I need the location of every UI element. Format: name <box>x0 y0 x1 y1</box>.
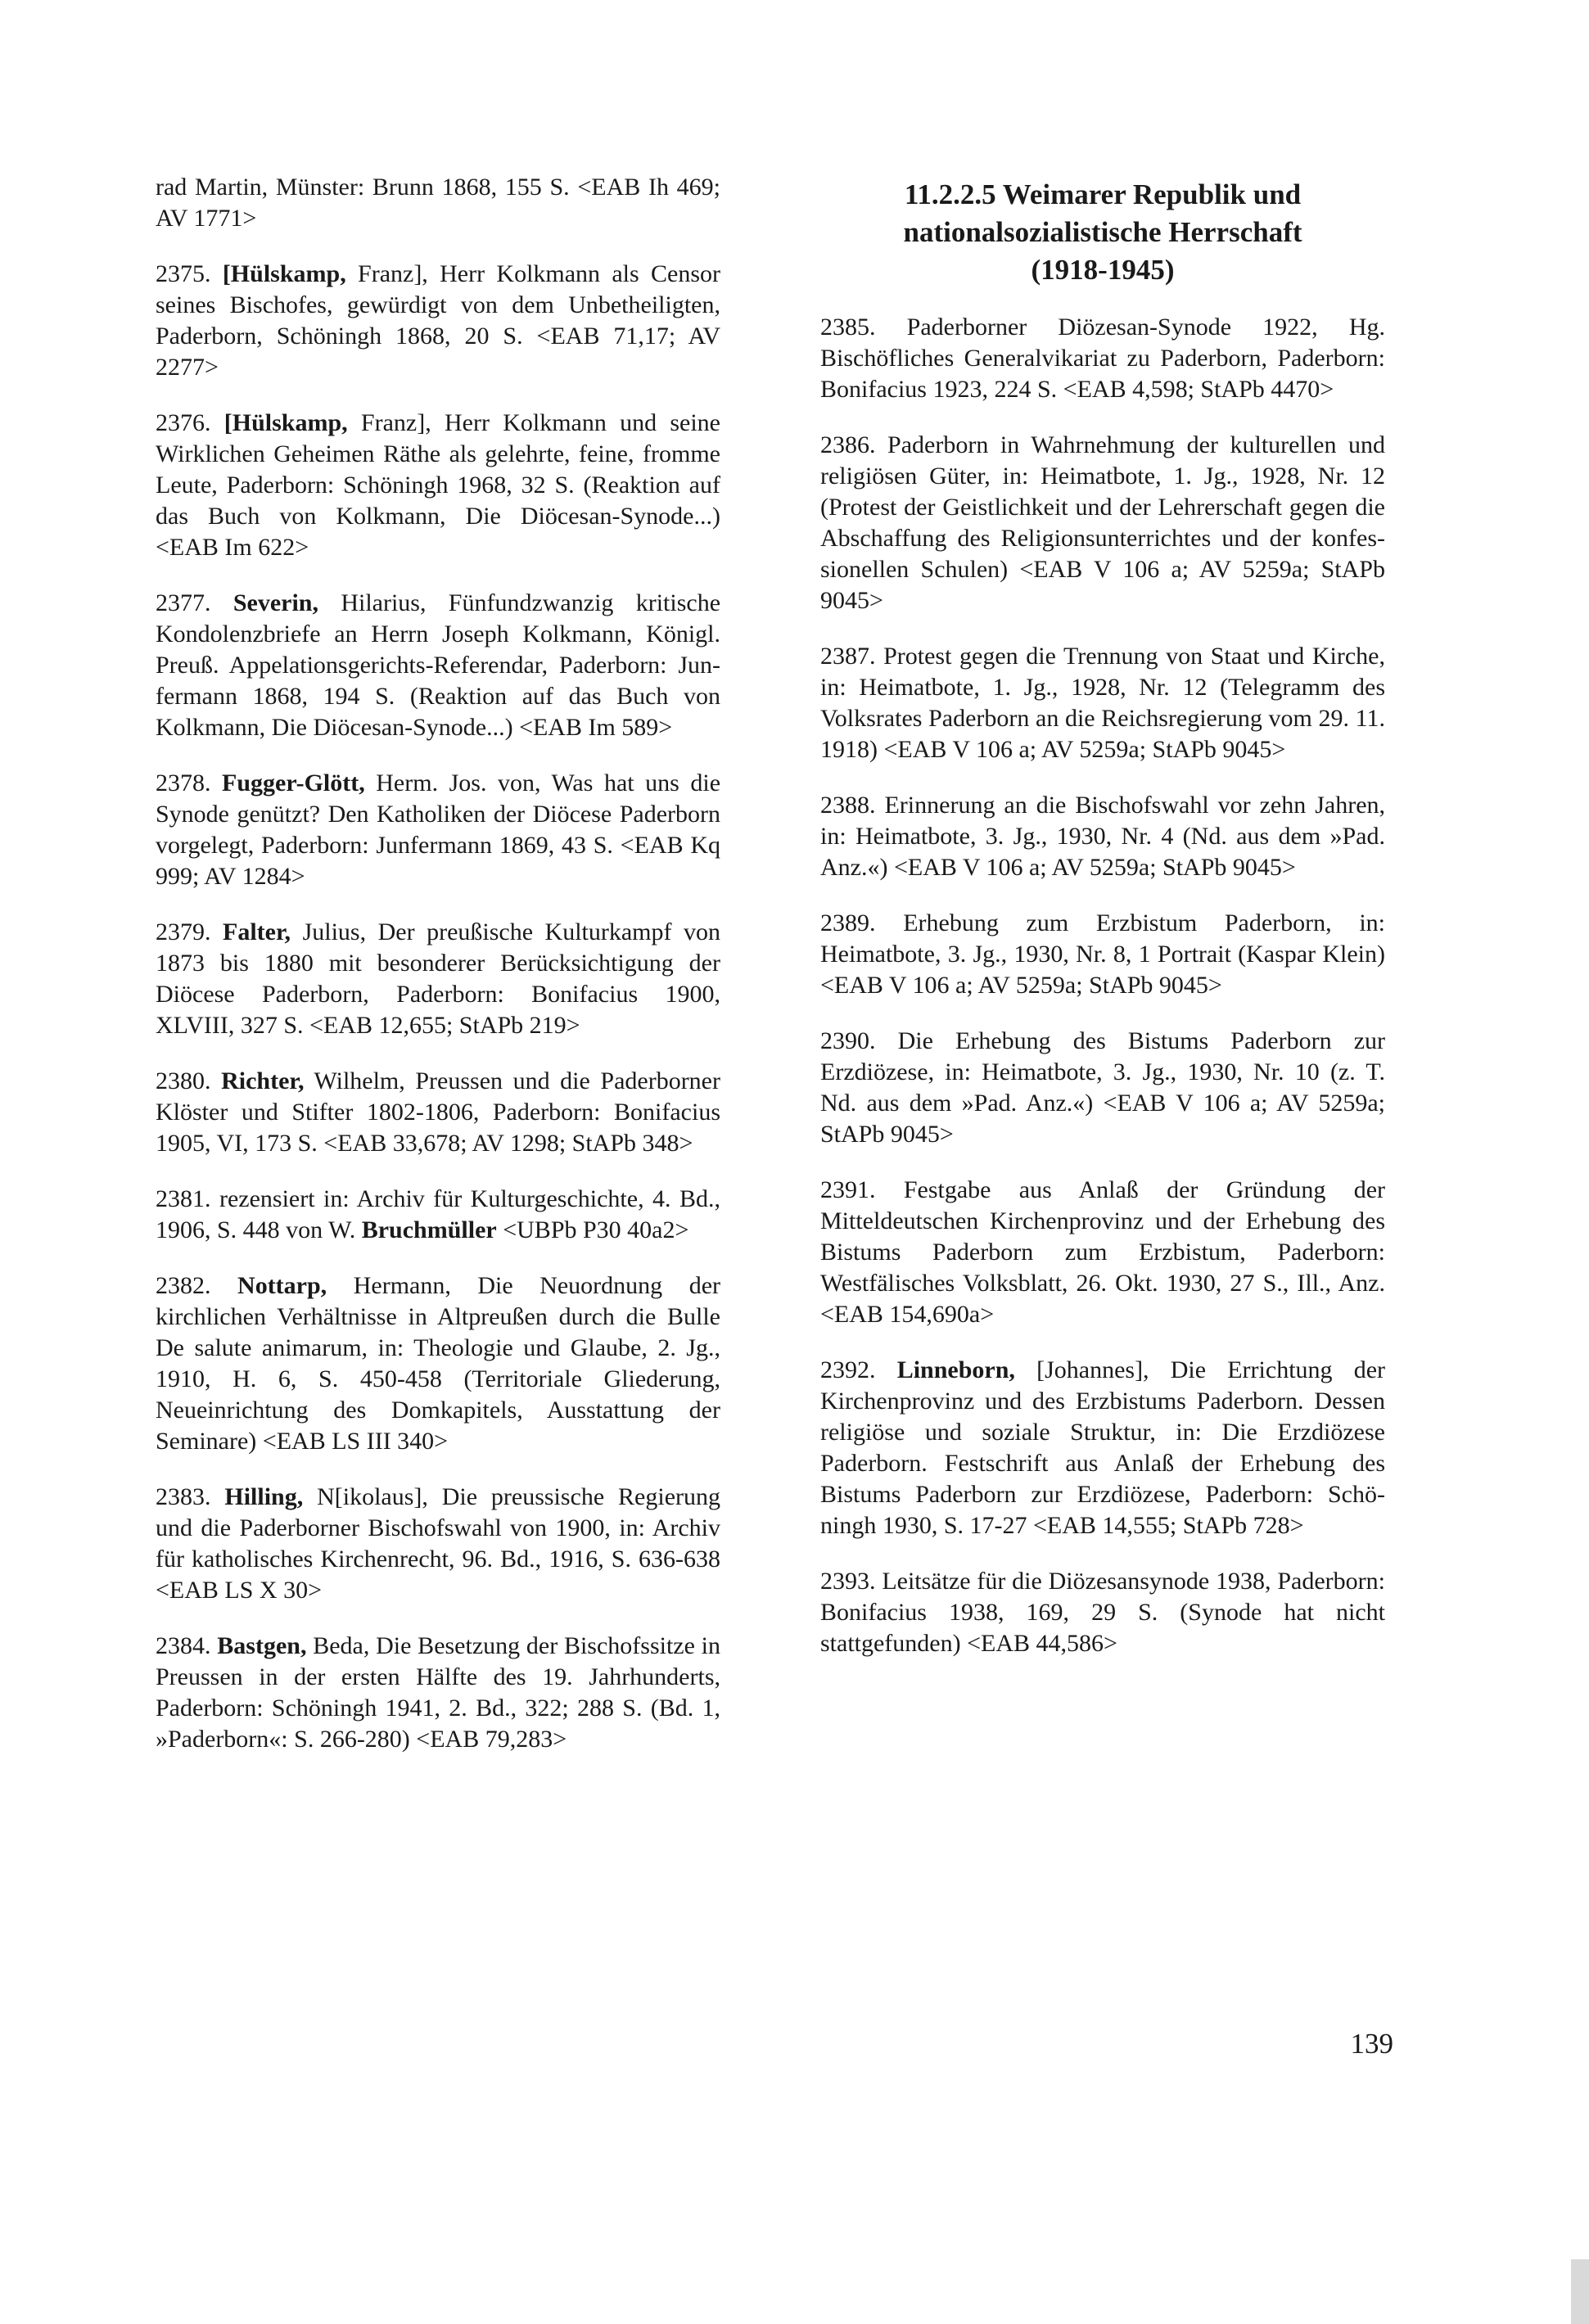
entry-number: 2387. <box>820 643 876 670</box>
entry-author: [Hülskamp, <box>223 409 348 436</box>
section-heading-line: nationalsozialistische Herrschaft <box>903 216 1302 248</box>
left-column <box>156 172 720 1780</box>
entry-text: Franz], Herr Kolkmann als Censor seines Bischofes, gewürdigt von dem Unbetheiligten, Paderborn, Schöningh 1868, 20 S. <EAB 71,17; AV 2277> <box>156 260 720 381</box>
entry-2392 <box>820 1355 1385 1541</box>
entry-number: 2382. <box>156 1272 211 1299</box>
entry-text: Hilarius, Fünfundzwanzig kritische Kondolenzbriefe an Herrn Joseph Kolkmann, Königl. Preuß. Appelationsgerichts-Referendar, Paderborn: Junfermann 1868, 194 S. (Reaktion auf das Buch von Kolkmann, Die Diöcesan-Synode...) <EAB Im 589> <box>156 589 721 741</box>
right-column <box>820 176 1385 1684</box>
entry-text: Wilhelm, Preussen und die Paderborner Klöster und Stifter 1802-1806, Paderborn: Bonifacius 1905, VI, 173 S. <EAB 33,678; AV 1298; StAPb 348> <box>156 1067 720 1157</box>
entry-author: Falter, <box>223 918 291 945</box>
entry-text: N[ikolaus], Die preussische Regierung und die Paderborner Bischofswahl von 1900, in: Archiv für katholisches Kirchenrecht, 96. Bd., 1916, S. 636-638 <EAB LS X 30> <box>156 1483 721 1604</box>
entry-2379 <box>156 917 720 1041</box>
entry-2389 <box>820 908 1385 1001</box>
page-number: 139 <box>1350 2028 1393 2060</box>
entry-number: 2388. <box>820 792 876 819</box>
entry-text: Erinnerung an die Bischofswahl vor zehn Jahren, in: Heimatbote, 3. Jg., 1930, Nr. 4 (Nd. aus dem »Pad. Anz.«) <EAB V 106 a; AV 5259a; StAPb 9045> <box>820 792 1386 881</box>
entry-author: [Hülskamp, <box>222 260 346 287</box>
entry-2386 <box>820 430 1385 616</box>
entry-text: Protest gegen die Trennung von Staat und Kirche, in: Heimatbote, 1. Jg., 1928, Nr. 12 (Telegramm des Volksrates Paderborn an die Reichsregierung vom 29. 11. 1918) <EAB V 106 a; AV 5259a; StAPb 9045> <box>820 643 1385 763</box>
entry-author: Fugger-Glött, <box>222 769 365 796</box>
entry-number: 2383. <box>156 1483 211 1510</box>
scan-edge-mark <box>1571 2259 1589 2324</box>
entry-number: 2379. <box>156 918 211 945</box>
entry-text: Franz], Herr Kolkmann und seine Wirklichen Geheimen Räthe als gelehrte, feine, fromme Leute, Paderborn: Schöningh 1968, 32 S. (Reaktion auf das Buch von Kolkmann, Die Diöcesan-Synode...) <EAB Im 622> <box>156 409 721 561</box>
entry-text: Herm. Jos. von, Was hat uns die Synode genützt? Den Katholiken der Diöcese Paderborn vorgelegt, Paderborn: Junfermann 1869, 43 S. <EAB Kq 999; AV 1284> <box>156 769 721 890</box>
section-heading-line: (1918-1945) <box>1031 254 1175 286</box>
entry-author: Bruchmüller <box>361 1216 497 1243</box>
entry-number: 2386. <box>820 431 876 458</box>
entry-text: Beda, Die Besetzung der Bischofssitze in Preussen in der ersten Hälfte des 19. Jahrhunderts, Paderborn: Schöningh 1941, 2. Bd., 322; 288 S. (Bd. 1, »Paderborn«: S. 266-280) <EAB 79,283> <box>156 1632 721 1753</box>
entry-number: 2381. <box>156 1185 211 1212</box>
entry-2382 <box>156 1270 720 1457</box>
entry-text: Paderborner Diözesan-Synode 1922, Hg. Bischöfliches Generalvikariat zu Paderborn, Paderborn: Bonifacius 1923, 224 S. <EAB 4,598; StAPb 4470> <box>820 314 1385 403</box>
entry-number: 2380. <box>156 1067 211 1094</box>
entry-text: Die Erhebung des Bistums Paderborn zur Erzdiözese, in: Heimatbote, 3. Jg., 1930, Nr. 10 (z. T. Nd. aus dem »Pad. Anz.«) <EAB V 106 a; AV 5259a; StAPb 9045> <box>820 1027 1386 1148</box>
entry-text: [Johannes], Die Errichtung der Kirchenprovinz und des Erzbistums Paderborn. Dessen religiöse und soziale Struktur, in: Die Erzdiözese Paderborn. Festschrift aus Anlaß der Erhebung des Bistums Paderborn zur Erzdiözese, Paderborn: Schöningh 1930, S. 17-27 <EAB 14,555; StAPb 728> <box>820 1356 1386 1539</box>
entry-text: Leitsätze für die Diözesansynode 1938, Paderborn: Bonifacius 1938, 169, 29 S. (Synode hat nicht stattgefunden) <EAB 44,586> <box>820 1568 1386 1657</box>
entry-number: 2391. <box>820 1176 876 1203</box>
entry-number: 2378. <box>156 769 211 796</box>
entry-2388 <box>820 790 1385 883</box>
entry-number: 2392. <box>820 1356 876 1383</box>
entry-text: Hermann, Die Neuordnung der kirchlichen Verhältnisse in Altpreußen durch die Bulle De salute animarum, in: Theologie und Glaube, 2. Jg., 1910, H. 6, S. 450-458 (Territoriale Gliederung, Neueinrichtung des Domkapitels, Ausstattung der Seminare) <EAB LS III 340> <box>156 1272 721 1455</box>
entry-text: rad Martin, Münster: Brunn 1868, 155 S. <EAB Ih 469; AV 1771> <box>156 174 720 232</box>
entry-text: Erhebung zum Erzbistum Paderborn, in: Heimatbote, 3. Jg., 1930, Nr. 8, 1 Portrait (Kaspar Klein) <EAB V 106 a; AV 5259a; StAPb 9045> <box>820 909 1385 999</box>
entry-2381 <box>156 1184 720 1246</box>
entry-text: Julius, Der preußische Kulturkampf von 1873 bis 1880 mit besonderer Berücksichtigung der Diöcese Paderborn, Paderborn: Bonifacius 1900, XLVIII, 327 S. <EAB 12,655; StAPb 219> <box>156 918 721 1039</box>
entry-author: Severin, <box>232 589 318 616</box>
entry-text: rezensiert in: Archiv für Kulturgeschichte, 4. Bd., 1906, S. 448 von W. <box>156 1185 721 1243</box>
entry-text: Festgabe aus Anlaß der Gründung der Mitteldeutschen Kirchenprovinz und der Erhebung des Bistums Paderborn zum Erzbistum, Paderborn: Westfälisches Volksblatt, 26. Okt. 1930, 27 S., Ill., Anz. <EAB 154,690a> <box>820 1176 1386 1328</box>
entry-2380 <box>156 1066 720 1159</box>
entry-author: Hilling, <box>224 1483 304 1510</box>
entry-number: 2375. <box>156 260 211 287</box>
entry-author: Linneborn, <box>896 1356 1015 1383</box>
entry-author: Bastgen, <box>217 1632 307 1659</box>
entry-number: 2384. <box>156 1632 211 1659</box>
entry-number: 2390. <box>820 1027 876 1054</box>
entry-2384 <box>156 1631 720 1755</box>
entry-2393 <box>820 1566 1385 1659</box>
entry-author: Richter, <box>221 1067 305 1094</box>
entry-2376 <box>156 408 720 563</box>
entry-text: Paderborn in Wahrnehmung der kulturellen und religiösen Güter, in: Heimatbote, 1. Jg., 1928, Nr. 12 (Protest der Geistlichkeit und der Lehrerschaft gegen die Abschaffung des Religionsunterrichtes und der konfessionellen Schulen) <EAB V 106 a; AV 5259a; StAPb 9045> <box>820 431 1385 614</box>
entry-author: Nottarp, <box>237 1272 327 1299</box>
entry-continuation <box>156 172 720 234</box>
entry-2378 <box>156 768 720 892</box>
entry-2390 <box>820 1026 1385 1150</box>
entry-2383 <box>156 1482 720 1606</box>
entry-number: 2377. <box>156 589 211 616</box>
section-heading <box>820 176 1385 289</box>
entry-number: 2385. <box>820 314 876 341</box>
entry-2387 <box>820 641 1385 765</box>
entry-2391 <box>820 1175 1385 1330</box>
section-heading-line: 11.2.2.5 Weimarer Republik und <box>904 178 1302 210</box>
entry-2385 <box>820 312 1385 405</box>
entry-text-suffix: <UBPb P30 40a2> <box>503 1216 689 1243</box>
entry-number: 2393. <box>820 1568 876 1595</box>
entry-number: 2376. <box>156 409 211 436</box>
entry-2377 <box>156 588 720 743</box>
entry-number: 2389. <box>820 909 876 936</box>
entry-2375 <box>156 259 720 383</box>
